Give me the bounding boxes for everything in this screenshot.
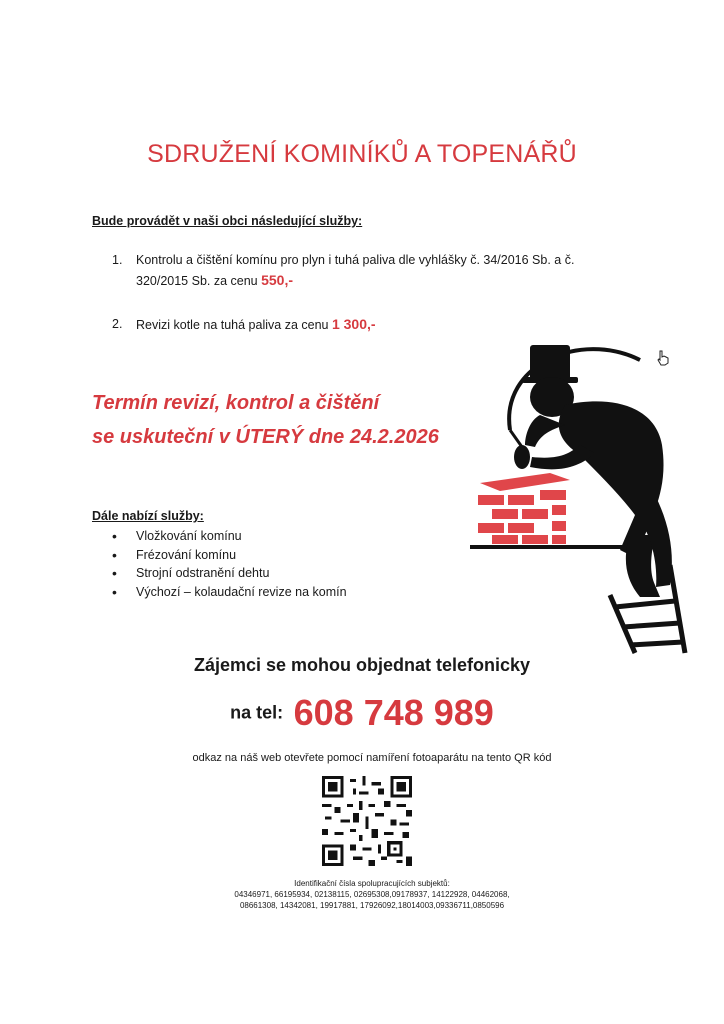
order-heading: Zájemci se mohou objednat telefonicky [193,655,531,675]
more-services-list [112,527,347,601]
chimney-sweep-illustration [470,335,724,655]
phone-label: na tel: [230,702,284,723]
service-number: 2. [112,317,123,331]
ids-heading: Identifikační čísla spolupracujících subjektů: [294,879,450,888]
list-item: • Frézování komínu [112,546,347,565]
phone-number[interactable]: 608 748 989 [293,692,494,733]
term-line-1: Termín revizí, kontrol a čištění [92,392,380,414]
service-item-1 [112,250,606,291]
term-line-2: se uskuteční v ÚTERÝ dne 24.2.2026 [92,426,439,448]
ids-list-2: 08661308, 14342081, 19917881, 17926092,18014003,09336711,0850596 [239,901,505,910]
service-number: 1. [112,253,123,267]
list-item: • Výchozí – kolaudační revize na komín [112,583,347,602]
ids-list-1: 04346971, 66195934, 02138115, 02695308,09178937, 14122928, 04462068, [234,890,510,899]
service-price: 1 300,- [331,316,376,332]
partner-ids [0,878,724,911]
more-services-title: Dále nabízí služby: [92,509,204,523]
page-title: SDRUŽENÍ KOMINÍKŮ A TOPENÁŘŮ [147,140,577,168]
service-text: Revizi kotle na tuhá paliva za cenu [136,318,332,332]
service-price: 550,- [261,272,294,288]
qr-code[interactable] [322,776,412,866]
services-intro: Bude provádět v naši obci následující služby: [92,214,363,228]
hand-cursor-icon [656,350,670,366]
service-item-2 [112,314,606,335]
service-text: Kontrolu a čištění komínu pro plyn i tuhá paliva dle vyhlášky č. 34/2016 Sb. a č. 320/2015 Sb. za cenu [136,253,575,288]
list-item: • Vložkování komínu [112,527,347,546]
list-item: • Strojní odstranění dehtu [112,564,347,583]
qr-instruction: odkaz na náš web otevřete pomocí namíření fotoaparátu na tento QR kód [192,752,552,764]
phone-line [0,692,724,734]
